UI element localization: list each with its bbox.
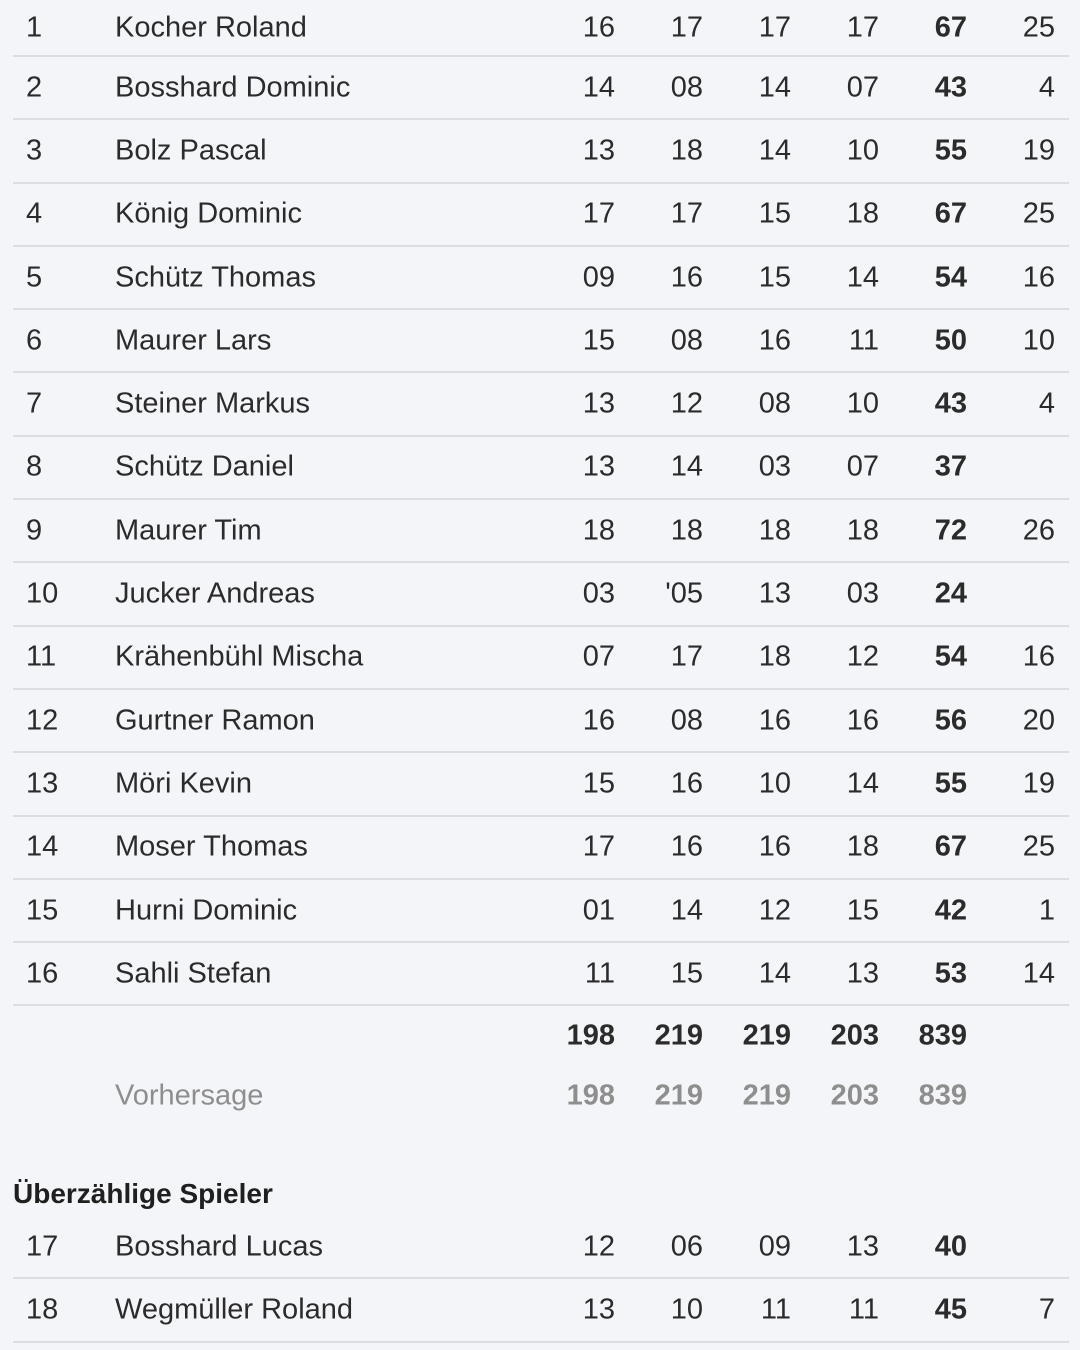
rank-cell: 11	[26, 640, 57, 673]
player-name: Wegmüller Roland	[115, 1293, 354, 1326]
round-2-score: 06	[670, 1230, 703, 1263]
round-2-score: 10	[670, 1293, 703, 1326]
round-4-score: 18	[846, 197, 879, 230]
rank-cell: 13	[26, 767, 59, 800]
total-score: 43	[934, 71, 967, 104]
points-cell: 1	[1038, 894, 1055, 926]
player-name: Bolz Pascal	[115, 134, 267, 167]
round-3-score: 18	[758, 640, 791, 673]
table-row[interactable]	[13, 437, 1069, 500]
round-2-score: 08	[670, 704, 703, 737]
round-4-score: 10	[846, 134, 879, 167]
rank-cell: 5	[26, 261, 43, 294]
player-name: Steiner Markus	[115, 387, 311, 420]
round-4-score: 03	[846, 577, 879, 610]
round-2-score: 18	[670, 134, 703, 167]
table-row[interactable]	[13, 120, 1069, 183]
rank-cell: 6	[26, 324, 43, 357]
player-name: Hurni Dominic	[115, 894, 298, 926]
round-4-score: 07	[846, 450, 879, 483]
round-4-score: 14	[846, 261, 879, 294]
round-1-score: 18	[582, 514, 615, 547]
player-name: Jucker Andreas	[115, 577, 315, 610]
total-score: 55	[934, 767, 967, 800]
sum-round-1: 198	[566, 1019, 615, 1052]
rank-cell: 10	[26, 577, 59, 610]
round-2-score: '05	[665, 577, 703, 610]
round-2-score: 15	[670, 957, 703, 990]
round-3-score: 13	[758, 577, 791, 610]
table-row[interactable]	[13, 310, 1069, 373]
total-score: 67	[934, 197, 967, 230]
round-2-score: 17	[670, 11, 703, 43]
total-score: 37	[934, 450, 967, 483]
round-3-score: 11	[760, 1293, 791, 1326]
round-1-score: 12	[582, 1230, 615, 1263]
points-cell: 20	[1022, 704, 1055, 737]
total-score: 56	[934, 704, 967, 737]
points-cell: 19	[1022, 134, 1055, 167]
sum-round-3: 219	[742, 1019, 791, 1052]
extra-players-heading: Überzählige Spieler	[13, 1178, 273, 1209]
total-score: 24	[934, 577, 967, 610]
table-row[interactable]	[13, 0, 1069, 57]
round-3-score: 03	[758, 450, 791, 483]
round-4-score: 18	[846, 514, 879, 547]
extra-players-table	[13, 1216, 1069, 1343]
round-1-score: 11	[584, 957, 615, 990]
round-1-score: 03	[582, 577, 615, 610]
points-cell: 16	[1022, 640, 1055, 673]
table-row[interactable]	[13, 817, 1069, 880]
rank-cell: 2	[26, 71, 43, 104]
total-score: 67	[934, 11, 967, 43]
round-3-score: 12	[758, 894, 791, 926]
points-cell: 4	[1038, 387, 1055, 420]
points-cell: 14	[1022, 957, 1055, 990]
round-1-score: 07	[582, 640, 615, 673]
round-4-score: 11	[848, 1293, 879, 1326]
rank-cell: 7	[26, 387, 43, 420]
total-score: 55	[934, 134, 967, 167]
prediction-total: 839	[918, 1079, 967, 1112]
rank-cell: 15	[26, 894, 59, 926]
round-2-score: 08	[670, 71, 703, 104]
round-1-score: 15	[582, 324, 615, 357]
round-1-score: 14	[582, 71, 615, 104]
round-1-score: 13	[582, 134, 615, 167]
table-row[interactable]	[13, 1279, 1069, 1342]
round-3-score: 14	[758, 71, 791, 104]
round-3-score: 15	[758, 261, 791, 294]
rank-cell: 17	[26, 1230, 59, 1263]
round-3-score: 16	[758, 830, 791, 863]
prediction-round-4: 203	[830, 1079, 879, 1112]
points-cell: 19	[1022, 767, 1055, 800]
round-4-score: 15	[846, 894, 879, 926]
rank-cell: 16	[26, 957, 59, 990]
round-1-score: 13	[582, 387, 615, 420]
round-4-score: 18	[846, 830, 879, 863]
round-1-score: 01	[582, 894, 615, 926]
round-4-score: 10	[846, 387, 879, 420]
round-3-score: 09	[758, 1230, 791, 1263]
round-3-score: 14	[758, 957, 791, 990]
rank-cell: 8	[26, 450, 43, 483]
round-3-score: 14	[758, 134, 791, 167]
points-cell: 25	[1022, 197, 1055, 230]
points-cell: 4	[1038, 71, 1055, 104]
table-row[interactable]	[13, 373, 1069, 436]
total-score: 40	[934, 1230, 967, 1263]
total-score: 67	[934, 830, 967, 863]
points-cell: 25	[1022, 11, 1055, 43]
prediction-round-3: 219	[742, 1079, 791, 1112]
rank-cell: 12	[26, 704, 59, 737]
prediction-round-2: 219	[654, 1079, 703, 1112]
table-row[interactable]	[13, 563, 1069, 626]
points-cell: 16	[1022, 261, 1055, 294]
round-4-score: 07	[846, 71, 879, 104]
total-score: 43	[934, 387, 967, 420]
round-4-score: 14	[846, 767, 879, 800]
round-3-score: 16	[758, 324, 791, 357]
round-4-score: 16	[846, 704, 879, 737]
total-score: 45	[934, 1293, 967, 1326]
table-row[interactable]	[13, 1216, 1069, 1279]
rank-cell: 4	[26, 197, 43, 230]
round-3-score: 15	[758, 197, 791, 230]
rank-cell: 18	[26, 1293, 59, 1326]
player-name: König Dominic	[115, 197, 302, 230]
round-3-score: 18	[758, 514, 791, 547]
round-2-score: 18	[670, 514, 703, 547]
rank-cell: 14	[26, 830, 59, 863]
points-cell: 25	[1022, 830, 1055, 863]
points-cell: 7	[1038, 1293, 1055, 1326]
rank-cell: 3	[26, 134, 43, 167]
total-score: 53	[934, 957, 967, 990]
round-3-score: 17	[758, 11, 791, 43]
table-row[interactable]	[13, 57, 1069, 120]
player-name: Bosshard Dominic	[115, 71, 351, 104]
round-4-score: 17	[846, 11, 879, 43]
player-name: Schütz Thomas	[115, 261, 316, 294]
round-2-score: 14	[670, 450, 703, 483]
sum-row	[13, 1006, 1069, 1066]
total-score: 50	[934, 324, 967, 357]
round-2-score: 16	[670, 767, 703, 800]
table-row[interactable]	[13, 184, 1069, 247]
round-2-score: 16	[670, 830, 703, 863]
total-score: 72	[934, 514, 967, 547]
round-1-score: 13	[582, 450, 615, 483]
round-3-score: 16	[758, 704, 791, 737]
round-4-score: 13	[846, 1230, 879, 1263]
player-name: Kocher Roland	[115, 11, 307, 43]
round-1-score: 13	[582, 1293, 615, 1326]
table-row[interactable]	[13, 690, 1069, 753]
total-score: 54	[934, 261, 967, 294]
player-name: Maurer Lars	[115, 324, 272, 357]
points-cell: 26	[1022, 514, 1055, 547]
sum-round-2: 219	[654, 1019, 703, 1052]
player-name: Krähenbühl Mischa	[115, 640, 364, 673]
round-1-score: 17	[582, 830, 615, 863]
prediction-row	[13, 1066, 1069, 1126]
player-name: Maurer Tim	[115, 514, 262, 547]
round-4-score: 12	[846, 640, 879, 673]
player-name: Gurtner Ramon	[115, 704, 315, 737]
player-name: Möri Kevin	[115, 767, 252, 800]
player-name: Bosshard Lucas	[115, 1230, 323, 1263]
round-1-score: 16	[582, 704, 615, 737]
prediction-round-1: 198	[566, 1079, 615, 1112]
table-row[interactable]	[13, 943, 1069, 1006]
points-cell: 10	[1022, 324, 1055, 357]
total-score: 54	[934, 640, 967, 673]
table-row[interactable]	[13, 880, 1069, 943]
table-row[interactable]	[13, 627, 1069, 690]
round-2-score: 08	[670, 324, 703, 357]
round-3-score: 10	[758, 767, 791, 800]
round-2-score: 14	[670, 894, 703, 926]
player-name: Moser Thomas	[115, 830, 308, 863]
total-score: 42	[934, 894, 967, 926]
round-1-score: 09	[582, 261, 615, 294]
prediction-label: Vorhersage	[115, 1079, 264, 1112]
rank-cell: 1	[26, 11, 43, 43]
round-3-score: 08	[758, 387, 791, 420]
round-2-score: 17	[670, 197, 703, 230]
sum-round-4: 203	[830, 1019, 879, 1052]
round-1-score: 17	[582, 197, 615, 230]
round-1-score: 15	[582, 767, 615, 800]
table-row[interactable]	[13, 500, 1069, 563]
player-name: Schütz Daniel	[115, 450, 294, 483]
round-2-score: 17	[670, 640, 703, 673]
player-name: Sahli Stefan	[115, 957, 272, 990]
round-4-score: 11	[848, 324, 879, 357]
table-row[interactable]	[13, 753, 1069, 816]
sum-total: 839	[918, 1019, 967, 1052]
table-row[interactable]	[13, 247, 1069, 310]
round-2-score: 12	[670, 387, 703, 420]
round-4-score: 13	[846, 957, 879, 990]
round-2-score: 16	[670, 261, 703, 294]
rank-cell: 9	[26, 514, 43, 547]
results-table	[13, 0, 1069, 1126]
round-1-score: 16	[582, 11, 615, 43]
